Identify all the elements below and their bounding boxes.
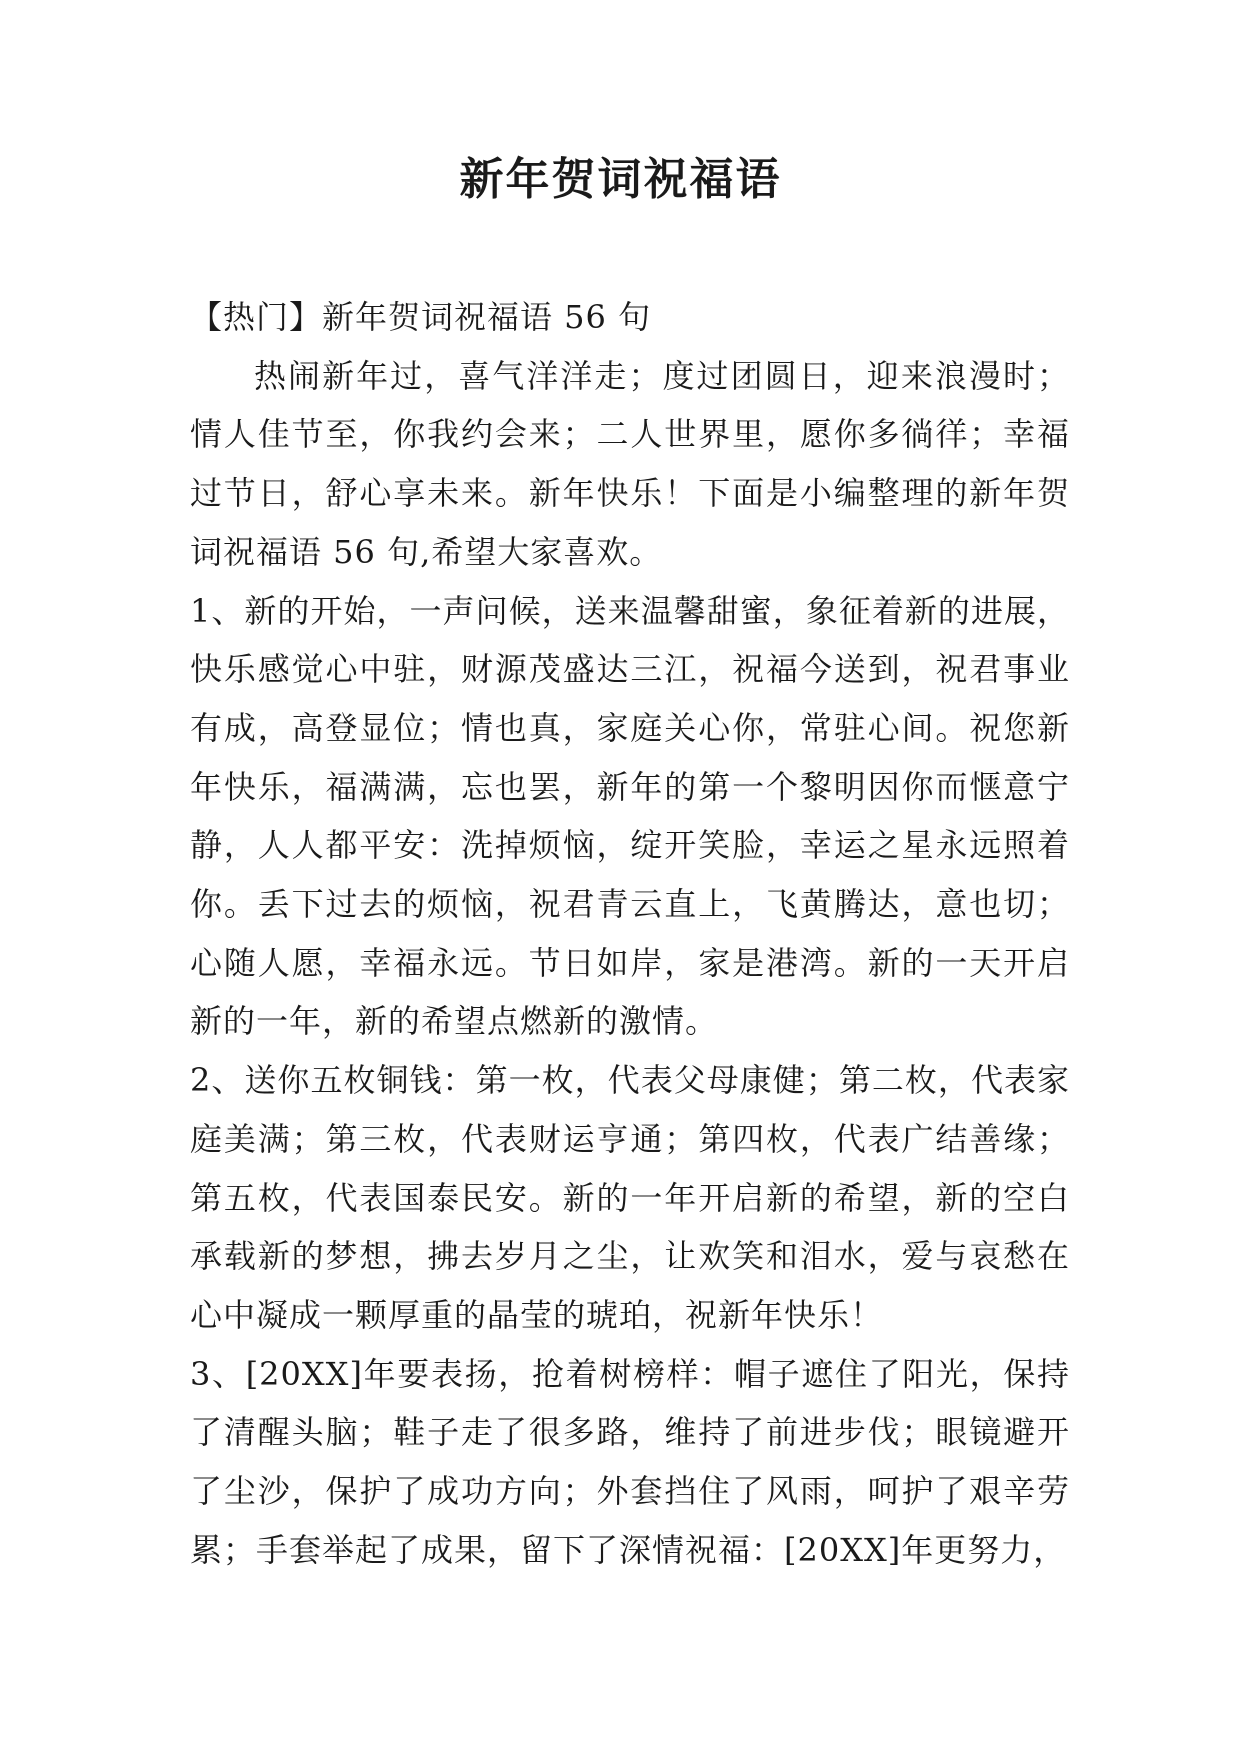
document-body xyxy=(190,288,1070,1579)
list-item: 2、送你五枚铜钱：第一枚，代表父母康健；第二枚，代表家庭美满；第三枚，代表财运亨通；第四枚，代表广结善缘；第五枚，代表国泰民安。新的一年开启新的希望，新的空白承载新的梦想，拂去岁月之尘，让欢笑和泪水，爱与哀愁在心中凝成一颗厚重的晶莹的琥珀，祝新年快乐！ xyxy=(190,1061,1070,1334)
list-item: 1、新的开始，一声问候，送来温馨甜蜜，象征着新的进展，快乐感觉心中驻，财源茂盛达三江，祝福今送到，祝君事业有成，高登显位；情也真，家庭关心你，常驻心间。祝您新年快乐，福满满，忘也罢，新年的第一个黎明因你而惬意宁静，人人都平安：洗掉烦恼，绽开笑脸，幸运之星永远照着你。丢下过去的烦恼，祝君青云直上，飞黄腾达，意也切；心随人愿，幸福永远。节日如岸，家是港湾。新的一天开启新的一年，新的希望点燃新的激情。 xyxy=(190,591,1070,1041)
document-subtitle: 【热门】新年贺词祝福语 56 句 xyxy=(190,298,652,336)
document-title: 新年贺词祝福语 xyxy=(459,154,782,205)
intro-paragraph: 热闹新年过，喜气洋洋走；度过团圆日，迎来浪漫时；情人佳节至，你我约会来；二人世界里，愿你多徜徉；幸福过节日，舒心享未来。新年快乐！下面是小编整理的新年贺词祝福语 56 句,希望大家喜欢。 xyxy=(190,356,1070,571)
list-item: 3、[20XX]年要表扬，抢着树榜样：帽子遮住了阳光，保持了清醒头脑；鞋子走了很多路，维持了前进步伐；眼镜避开了尘沙，保护了成功方向；外套挡住了风雨，呵护了艰辛劳累；手套举起了成果，留下了深情祝福：[20XX]年更努力， xyxy=(190,1354,1070,1569)
